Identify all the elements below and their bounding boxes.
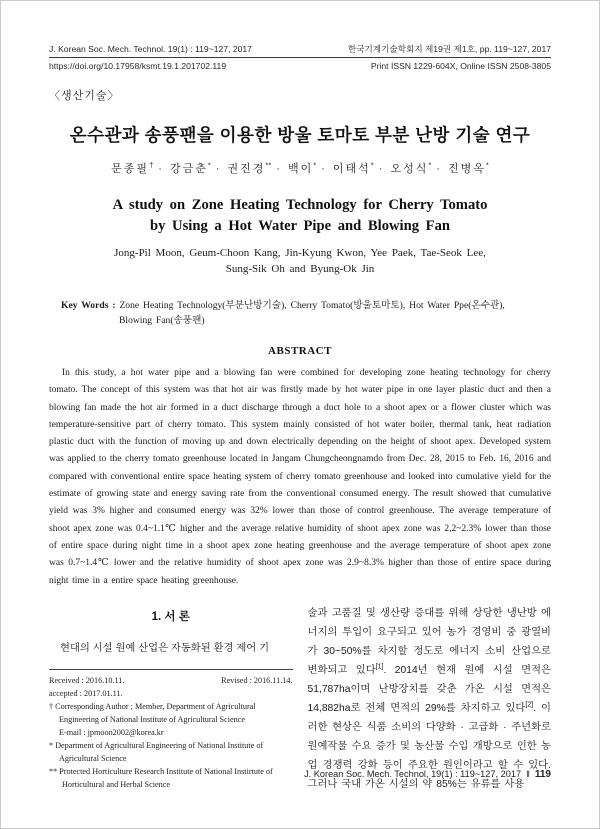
journal-header-row1	[49, 43, 551, 55]
author-affil-marker: **	[265, 160, 272, 170]
accepted-date: accepted : 2017.01.11.	[49, 688, 123, 698]
keywords-text: Zone Heating Technology(부분난방기술), Cherry Tomato(방울토마토), Hot Water Ppe(온수관), Blowing Fan(송풍팬)	[119, 300, 505, 326]
author-name: 오성식	[390, 163, 429, 175]
journal-header-rule	[49, 57, 551, 58]
intro-right-text-3: . 이러한 현상은 식품 소비의 다양화 · 고급화 · 주년화로 원예작물 수요 증가 및 농산물 수입 개방으로 인한 농업 경쟁력 강화 등이 주요한 원인이라고 할 수 있다. 그러나 국내 가온 시설의 약 85%는 유류를 사용	[307, 702, 551, 790]
corresponding-author-note	[49, 700, 293, 726]
author-affil-marker: *	[485, 160, 489, 170]
section-heading-introduction: 1. 서 론	[151, 610, 190, 623]
author-separator: ·	[158, 163, 162, 175]
footnotes-block	[49, 674, 293, 791]
author-separator: ·	[378, 163, 383, 175]
email-note: E-mail : jpmoon2002@korea.kr	[59, 727, 164, 737]
double-asterisk-marker: **	[49, 766, 58, 776]
author-name: 백이	[287, 163, 314, 175]
intro-right-text-1: 술과 고품질 및 생산량 증대를 위해 상당한 냉난방 에너지의 투입이 요구되고 있어 농가 경영비 중 광열비가 30~50%를 차지할 정도로 에너지 소비 산업으로 변화되고 있다	[307, 607, 551, 676]
author-separator: ·	[436, 163, 440, 175]
page-footer	[304, 769, 551, 780]
dates-row	[49, 674, 293, 687]
affiliation-text-1: Department of Agricultural Engineering of National Institute of Agricultural Science	[55, 740, 264, 763]
author-kr	[169, 160, 224, 175]
abstract-text: In this study, a hot water pipe and a blowing fan were combined for developing zone heating technology for cherry tomato. The concept of this system was that hot air was firstly made by hot water pipe in one layer plastic duct and then a blowing fan made the hot air formed in a duct discharge through a duct hole to a shoot apex or a flower cluster which was temperature-sensitive part of cherry tomato. This system mainly consisted of hot water boiler, thermal tank, heat radiation plastic duct with the function of moving up and down electrically depending on the height of shoot apex. Developed system was applied to the cherry tomato greenhouse located in Jangam Chungcheongnamdo from Dec. 28, 2015 to Feb. 16, 2016 and compared with conventional entire space heating system of cherry tomato greenhouse and looked into cumulative yield for the estimate of growing state and energy saving rate from the conventional consumed energy. The result showed that cumulative yield was 3% higher and consumed energy was 32% lower than those of control greenhouse. The average temperature of shoot apex zone was 0.4~1.1℃ higher and the average relative humidity of shoot apex zone was 2,2~2.3% lower than those of entire space during night time in a shoot apex zone heating greenhouse and the average temperature of shoot apex zone was 0.7~1.4℃ lower and the relative humidity of shoot apex zone was 2.9~8.3% higher than those of entire space during night time in a entire space heating greenhouse.	[49, 368, 551, 586]
intro-paragraph-right	[308, 604, 552, 794]
revised-date: Revised : 2016.11.14.	[221, 675, 293, 685]
author-kr	[448, 160, 489, 175]
authors-english-line1: Jong-Pil Moon, Geum-Choon Kang, Jin-Kyung Kwon, Yee Paek, Tae-Seok Lee,	[114, 247, 486, 259]
authors-english	[49, 246, 551, 277]
keywords-label: Key Words :	[61, 300, 116, 311]
author-name: 이태석	[332, 163, 371, 175]
journal-header	[49, 43, 551, 72]
author-separator: ·	[276, 163, 280, 175]
paper-title-english-line2: by Using a Hot Water Pipe and Blowing Fan	[150, 218, 450, 234]
affiliation-note-1	[49, 739, 293, 765]
author-name: 강금춘	[169, 163, 208, 175]
author-kr	[227, 160, 285, 175]
keywords-block	[61, 298, 541, 328]
authors-english-line2: Sung-Sik Oh and Byung-Ok Jin	[225, 262, 375, 275]
affiliation-text-2: Protected Horticulture Research Institute of National Instirtute of Horticultural and Herbal Science	[59, 766, 273, 789]
author-kr	[111, 160, 167, 175]
author-affil-marker: *	[428, 160, 432, 170]
journal-citation-left: J. Korean Soc. Mech. Technol. 19(1) : 119~127, 2017	[49, 44, 252, 54]
author-name: 권진경	[227, 163, 266, 175]
dagger-marker: †	[49, 701, 54, 711]
category-label: 〈생산기술〉	[49, 90, 120, 102]
page-number: 119	[534, 769, 551, 780]
author-kr	[287, 160, 330, 175]
author-kr	[332, 160, 387, 175]
author-affil-marker: *	[207, 160, 211, 170]
paper-title-english-line1: A study on Zone Heating Technology for Cherry Tomato	[112, 197, 488, 213]
journal-header-row2	[49, 60, 551, 72]
author-affil-marker: †	[149, 160, 154, 170]
received-date: Received : 2016.10.11.	[49, 675, 125, 685]
paper-title-korean: 온수관과 송풍팬을 이용한 방울 토마토 부분 난방 기술 연구	[69, 125, 531, 145]
author-separator: ·	[321, 163, 325, 175]
affiliation-note-2	[49, 765, 293, 791]
intro-columns	[49, 604, 551, 794]
intro-right-text-2: . 2014년 현재 원예 시설 면적은 51,787ha이며 난방장치를 갖춘 가온 시설 면적은 14,882ha로 전체 면적의 29%를 차지하고 있다	[307, 664, 551, 714]
intro-paragraph-left: 현대의 시설 원예 산업은 자동화된 환경 제어 기	[60, 642, 270, 654]
asterisk-marker: *	[49, 740, 54, 750]
reference-marker-1: [1]	[375, 663, 384, 671]
footnote-rule	[49, 669, 293, 670]
reference-marker-2: [2]	[525, 701, 534, 709]
corresponding-author-text: Corresponding Author ; Member, Department of Agricultural Engineering of National Institute of Agricultural Science	[55, 701, 256, 724]
author-name: 문종필	[111, 163, 150, 175]
right-column	[308, 604, 552, 794]
footer-citation: J. Korean Soc. Mech. Technol, 19(1) : 119~127, 2017	[304, 769, 522, 779]
author-kr	[390, 160, 444, 175]
paper-title-english	[49, 195, 551, 237]
issn-text: Print ISSN 1229-604X, Online ISSN 2508-3805	[370, 61, 551, 71]
author-affil-marker: *	[370, 160, 374, 170]
abstract-heading: ABSTRACT	[268, 345, 332, 357]
author-separator: ·	[215, 163, 220, 175]
journal-citation-right: 한국기계기술학회지 제19권 제1호, pp. 119~127, 2017	[347, 44, 551, 54]
authors-korean	[49, 160, 551, 176]
doi-text: https://doi.org/10.17958/ksmt.19.1.201702.119	[49, 61, 227, 71]
footer-separator: ‖	[526, 769, 530, 779]
author-name: 진병옥	[448, 163, 486, 175]
author-affil-marker: *	[313, 160, 317, 170]
left-column	[49, 604, 293, 794]
